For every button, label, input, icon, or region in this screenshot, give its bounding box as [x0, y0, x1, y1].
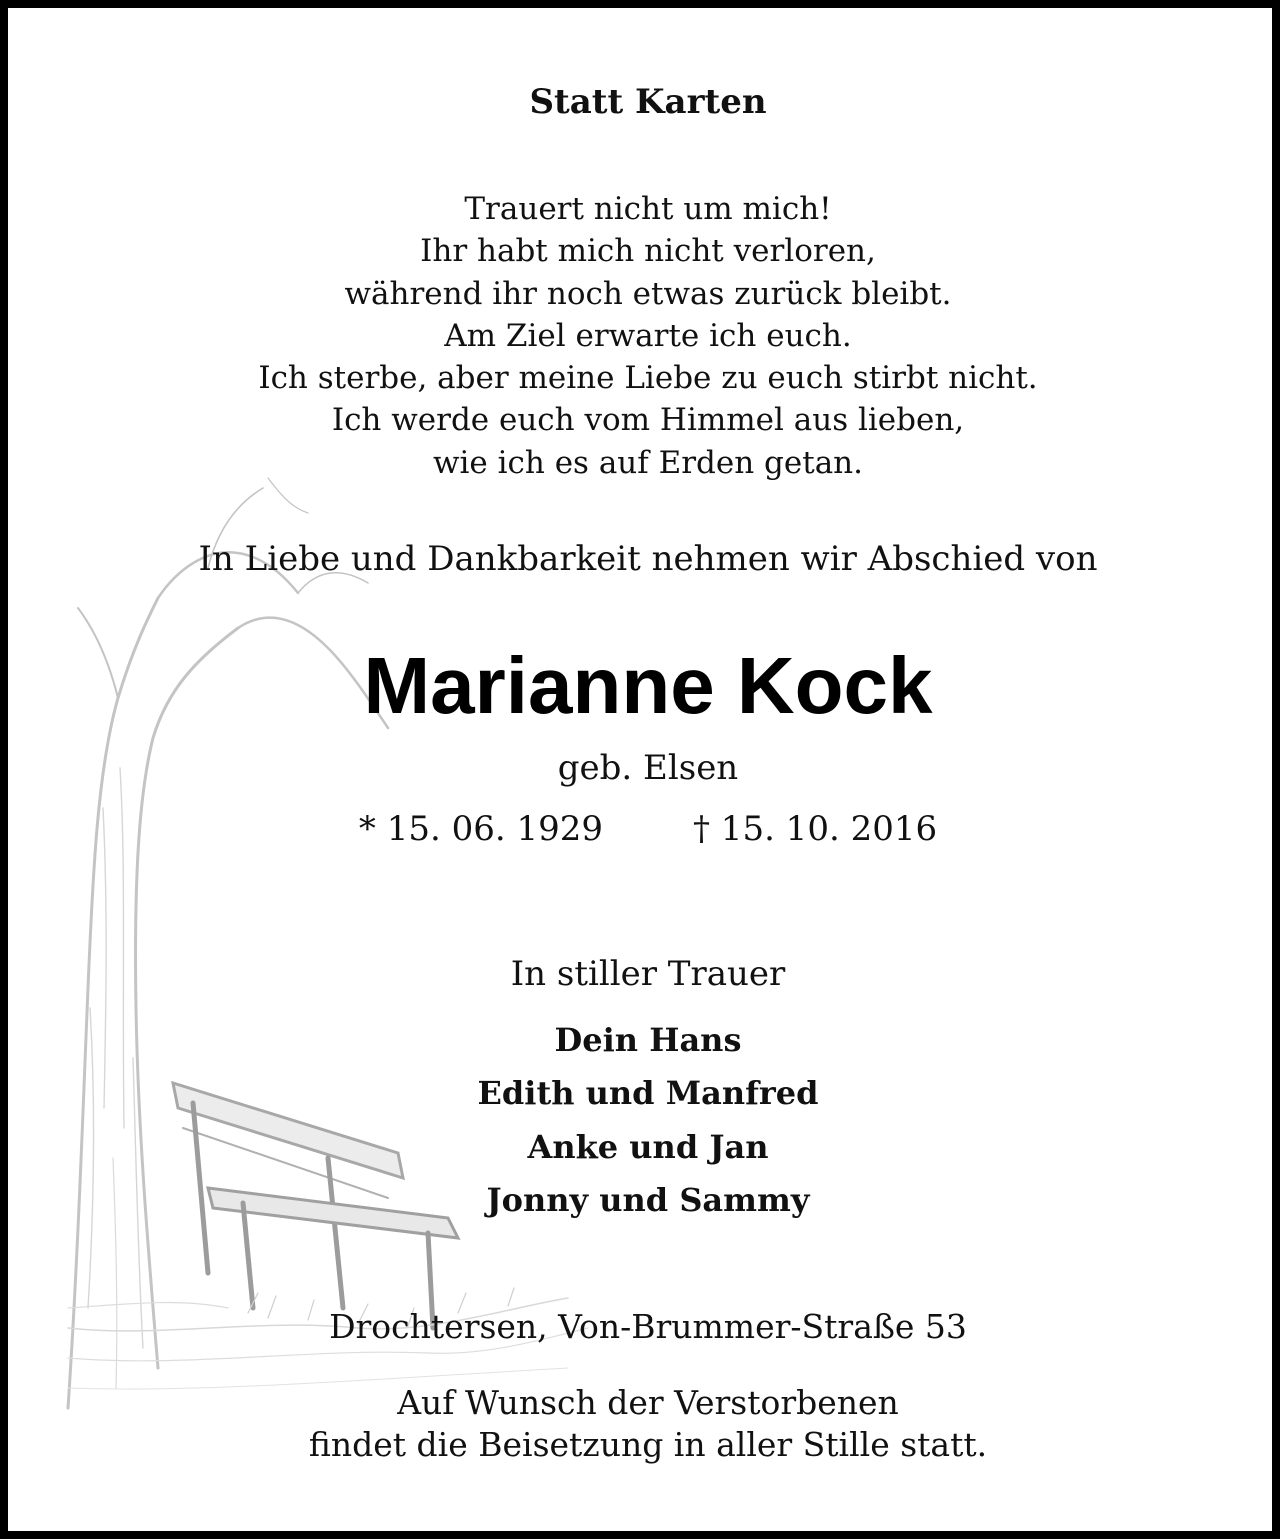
life-dates	[8, 806, 1280, 852]
maiden-name: geb. Elsen	[557, 748, 739, 788]
address: Drochtersen, Von-Brummer-Straße 53	[329, 1307, 967, 1346]
poem-line: Trauert nicht um mich!	[464, 191, 832, 227]
closing-line: findet die Beisetzung in aller Stille statt.	[308, 1425, 988, 1464]
poem-line: Am Ziel erwarte ich euch.	[444, 317, 852, 354]
closing-note	[8, 1382, 1280, 1466]
poem	[8, 188, 1280, 484]
death-date: † 15. 10. 2016	[693, 809, 938, 849]
closing-line: Auf Wunsch der Verstorbenen	[397, 1383, 899, 1422]
poem-line: wie ich es auf Erden getan.	[432, 444, 864, 481]
mourner: Jonny und Sammy	[486, 1180, 810, 1219]
poem-line: Ich werde euch vom Himmel aus lieben,	[331, 402, 965, 439]
mourners-list	[8, 1014, 1280, 1227]
farewell-intro: In Liebe und Dankbarkeit nehmen wir Abschied von	[198, 539, 1098, 579]
mourner: Dein Hans	[554, 1021, 742, 1059]
poem-line: Ich sterbe, aber meine Liebe zu euch stirbt nicht.	[258, 360, 1038, 397]
mourner: Anke und Jan	[527, 1127, 769, 1166]
deceased-name: Marianne Kock	[363, 641, 933, 730]
mourning-line: In stiller Trauer	[510, 954, 786, 994]
poem-line: während ihr noch etwas zurück bleibt.	[344, 275, 952, 312]
mourner: Edith und Manfred	[477, 1074, 819, 1113]
birth-date: * 15. 06. 1929	[358, 809, 603, 849]
poem-line: Ihr habt mich nicht verloren,	[420, 233, 876, 270]
heading: Statt Karten	[529, 82, 767, 122]
